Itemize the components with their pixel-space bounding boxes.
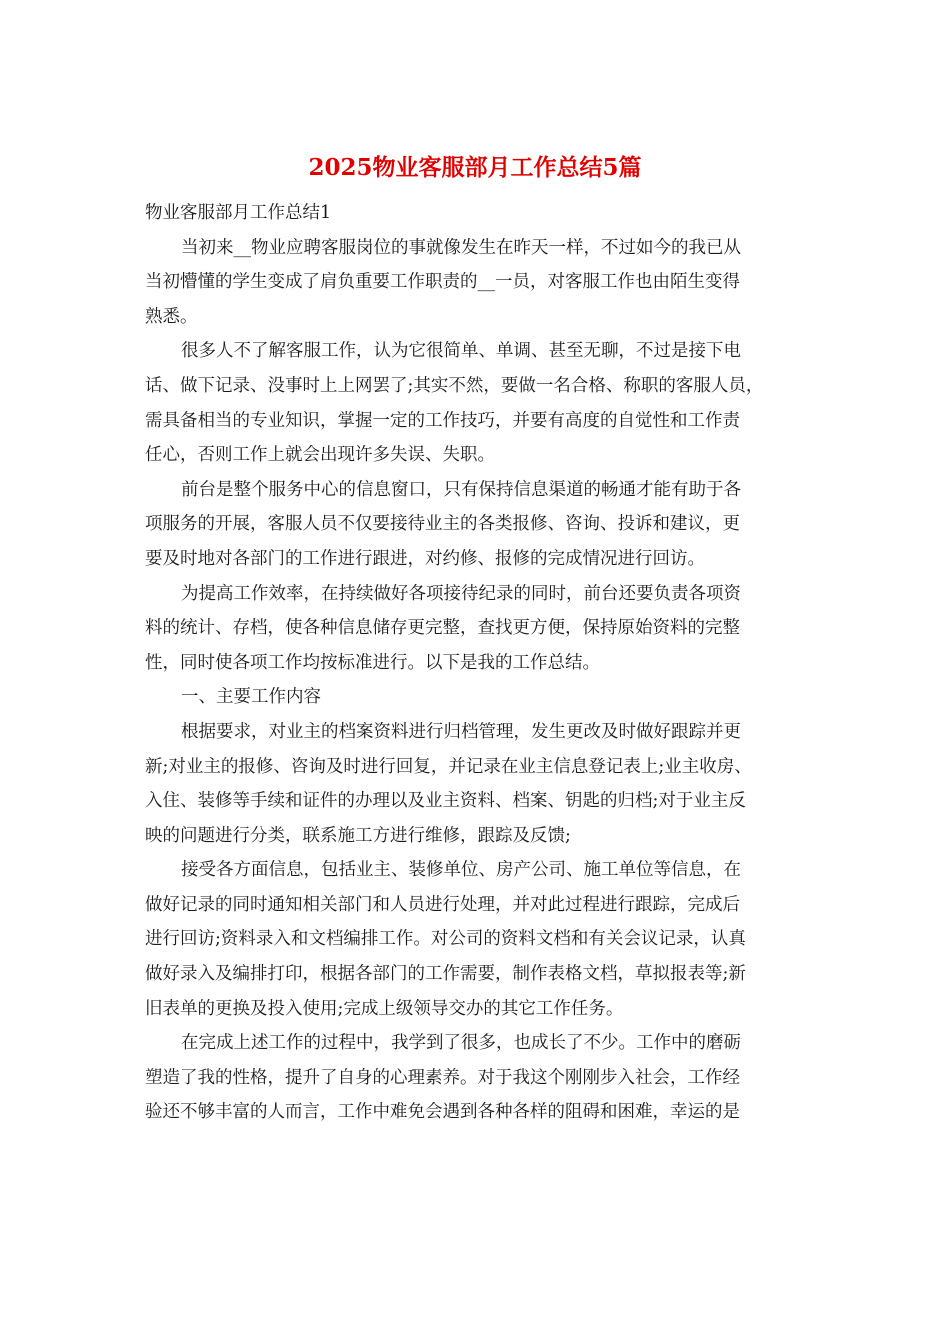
section-subtitle bbox=[145, 196, 820, 231]
paragraph-6 bbox=[145, 853, 820, 1026]
section-heading bbox=[145, 680, 820, 715]
paragraph-2 bbox=[145, 334, 820, 472]
paragraph-1 bbox=[145, 231, 820, 335]
paragraph-line: 塑造了我的性格，提升了自身的心理素养。对于我这个刚刚步入社会，工作经 bbox=[145, 1067, 740, 1088]
paragraph-line: 任心，否则工作上就会出现许多失误、失职。 bbox=[145, 445, 495, 466]
paragraph-line: 新;对业主的报修、咨询及时进行回复，并记录在业主信息登记表上;业主收房、 bbox=[145, 756, 752, 777]
paragraph-line: 为提高工作效率，在持续做好各项接待纪录的同时，前台还要负责各项资 bbox=[181, 583, 741, 604]
paragraph-line: 性，同时使各项工作均按标准进行。以下是我的工作总结。 bbox=[145, 652, 600, 673]
paragraph-line: 做好记录的同时通知相关部门和人员进行处理，并对此过程进行跟踪，完成后 bbox=[145, 894, 740, 915]
paragraph-3 bbox=[145, 473, 820, 577]
paragraph-line: 入住、装修等手续和证件的办理以及业主资料、档案、钥匙的归档;对于业主反 bbox=[145, 791, 746, 812]
paragraph-4 bbox=[145, 577, 820, 681]
paragraph-line: 熟悉。 bbox=[145, 306, 198, 327]
document-title: 2025物业客服部月工作总结5篇 bbox=[308, 154, 642, 181]
paragraph-line: 在完成上述工作的过程中，我学到了很多，也成长了不少。工作中的磨砺 bbox=[181, 1033, 741, 1054]
paragraph-line: 根据要求，对业主的档案资料进行归档管理，发生更改及时做好跟踪并更 bbox=[181, 721, 741, 742]
paragraph-line: 要及时地对各部门的工作进行跟进，对约修、报修的完成情况进行回访。 bbox=[145, 548, 705, 569]
paragraph-7 bbox=[145, 1026, 820, 1130]
paragraph-line: 话、做下记录、没事时上上网罢了;其实不然，要做一名合格、称职的客服人员， bbox=[145, 375, 764, 396]
paragraph-line: 接受各方面信息，包括业主、装修单位、房产公司、施工单位等信息，在 bbox=[181, 860, 741, 881]
paragraph-line: 旧表单的更换及投入使用;完成上级领导交办的其它工作任务。 bbox=[145, 998, 624, 1019]
paragraph-line: 当初来__物业应聘客服岗位的事就像发生在昨天一样，不过如今的我已从 bbox=[181, 237, 741, 258]
paragraph-line: 料的统计、存档，使各种信息储存更完整，查找更方便，保持原始资料的完整 bbox=[145, 618, 740, 639]
paragraph-line: 项服务的开展，客服人员不仅要接待业主的各类报修、咨询、投诉和建议，更 bbox=[145, 514, 740, 535]
paragraph-line: 很多人不了解客服工作，认为它很简单、单调、甚至无聊，不过是接下电 bbox=[181, 341, 741, 362]
document-body bbox=[145, 196, 820, 1130]
paragraph-line: 映的问题进行分类，联系施工方进行维修，跟踪及反馈; bbox=[145, 825, 571, 846]
paragraph-line: 需具备相当的专业知识，掌握一定的工作技巧，并要有高度的自觉性和工作责 bbox=[145, 410, 740, 431]
paragraph-line: 验还不够丰富的人而言，工作中难免会遇到各种各样的阻碍和困难，幸运的是 bbox=[145, 1102, 740, 1123]
paragraph-line: 前台是整个服务中心的信息窗口，只有保持信息渠道的畅通才能有助于各 bbox=[181, 479, 741, 500]
paragraph-line: 做好录入及编排打印，根据各部门的工作需要，制作表格文档，草拟报表等;新 bbox=[145, 964, 746, 985]
subtitle-line: 物业客服部月工作总结1 bbox=[145, 203, 332, 223]
paragraph-line: 进行回访;资料录入和文档编排工作。对公司的资料文档和有关会议记录，认真 bbox=[145, 929, 746, 950]
paragraph-5 bbox=[145, 715, 820, 853]
paragraph-line: 当初懵懂的学生变成了肩负重要工作职责的__一员，对客服工作也由陌生变得 bbox=[145, 272, 740, 293]
section-heading-line: 一、主要工作内容 bbox=[181, 687, 321, 708]
